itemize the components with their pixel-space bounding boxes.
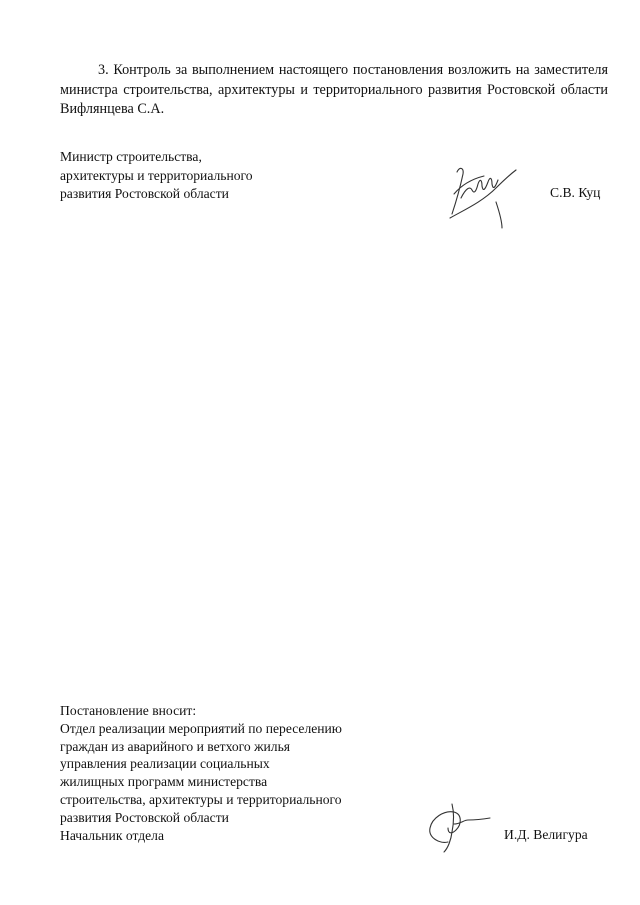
- submitter-line: строительства, архитектуры и территориального: [60, 791, 342, 807]
- submitter-block: [60, 702, 342, 844]
- minister-title-line: архитектуры и территориального: [60, 167, 253, 183]
- submitter-line: жилищных программ министерства: [60, 774, 268, 790]
- minister-title: [60, 148, 253, 204]
- department-head-title: Начальник отдела: [60, 827, 164, 843]
- submitter-line: управления реализации социальных: [60, 756, 270, 772]
- minister-name: С.В. Куц: [550, 185, 601, 200]
- minister-title-line: Министр строительства,: [60, 149, 202, 164]
- department-head-signature: [418, 798, 500, 854]
- submitter-line: Отдел реализации мероприятий по переселению: [60, 720, 342, 736]
- submitter-line: граждан из аварийного и ветхого жилья: [60, 738, 291, 754]
- paragraph-control-clause: [60, 61, 608, 120]
- department-head-name: И.Д. Велигура: [504, 827, 588, 842]
- submitter-line: развития Ростовской области: [60, 809, 229, 825]
- minister-title-line: развития Ростовской области: [60, 186, 229, 201]
- paragraph-text: 3. Контроль за выполнением настоящего постановления возложить на заместителя министра строительства, архитектуры и территориального развития Ростовской области Вифлянцева С.А.: [60, 62, 608, 117]
- submitter-heading: Постановление вносит:: [60, 703, 197, 718]
- minister-signature: [430, 158, 540, 230]
